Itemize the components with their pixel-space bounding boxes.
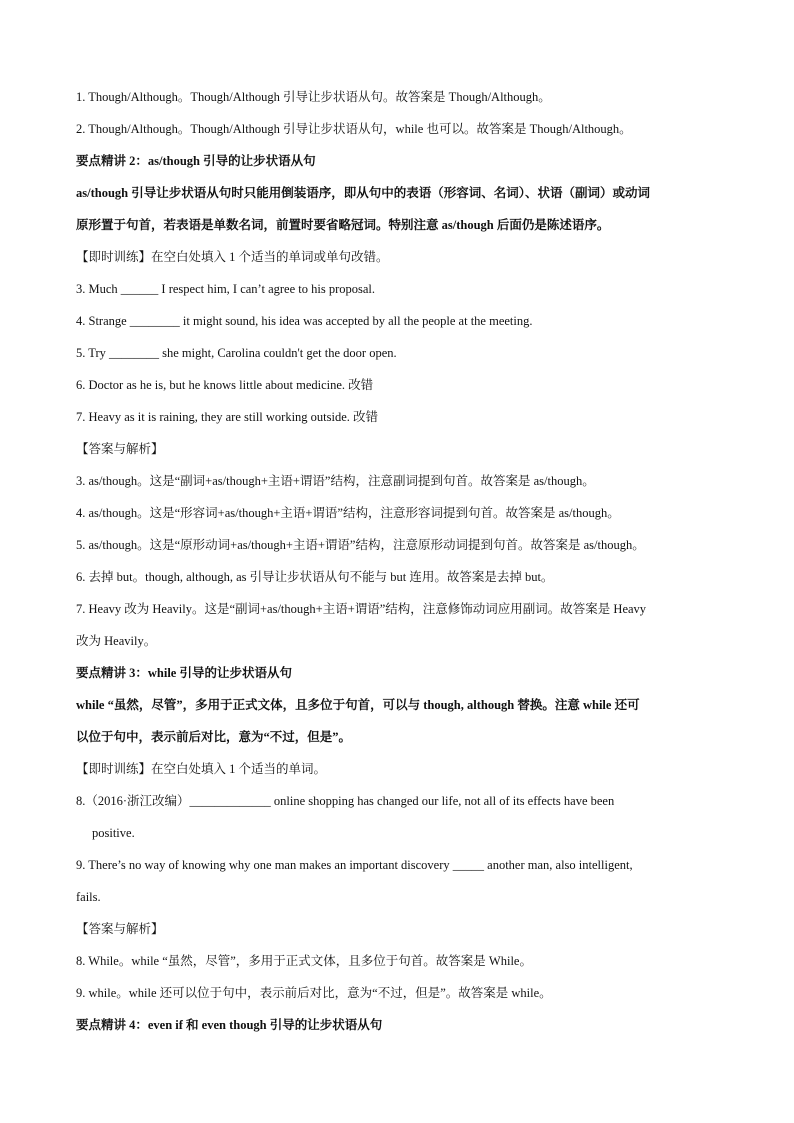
answer-header-3: 【答案与解析】 <box>76 922 164 936</box>
question-9-cont: fails. <box>76 890 101 904</box>
section-heading-3: 要点精讲 3：while 引导的让步状语从句 <box>76 666 292 680</box>
question-9: 9. There’s no way of knowing why one man makes an important discovery _____ another man, also intelligent, <box>76 858 633 872</box>
section-heading-2: 要点精讲 2：as/though 引导的让步状语从句 <box>76 154 316 168</box>
answer-4: 4. as/though。这是“形容词+as/though+主语+谓语”结构，注意形容词提到句首。故答案是 as/though。 <box>76 506 620 520</box>
answer-7: 7. Heavy 改为 Heavily。这是“副词+as/though+主语+谓语”结构，注意修饰动词应用副词。故答案是 Heavy <box>76 602 647 616</box>
question-5: 5. Try ________ she might, Carolina couldn't get the door open. <box>76 346 397 360</box>
rule-text-2b: 原形置于句首，若表语是单数名词，前置时要省略冠词。特别注意 as/though 后面仍是陈述语序。 <box>76 218 610 232</box>
question-7: 7. Heavy as it is raining, they are still working outside. 改错 <box>76 410 379 424</box>
answer-header-2: 【答案与解析】 <box>76 442 164 456</box>
practice-header-2: 【即时训练】在空白处填入 1 个适当的单词或单句改错。 <box>76 250 389 264</box>
answer-6: 6. 去掉 but。though, although, as 引导让步状语从句不能与 but 连用。故答案是去掉 but。 <box>76 570 554 584</box>
answer-9: 9. while。while 还可以位于句中，表示前后对比，意为“不过，但是”。故答案是 while。 <box>76 986 552 1000</box>
rule-text-3b: 以位于句中，表示前后对比，意为“不过，但是”。 <box>76 730 352 744</box>
answer-5: 5. as/though。这是“原形动词+as/though+主语+谓语”结构，注意原形动词提到句首。故答案是 as/though。 <box>76 538 645 552</box>
question-3: 3. Much ______ I respect him, I can’t agree to his proposal. <box>76 282 375 296</box>
rule-text-3a: while “虽然，尽管”，多用于正式文体，且多位于句首，可以与 though, although 替换。注意 while 还可 <box>76 698 640 712</box>
rule-text-2a: as/though 引导让步状语从句时只能用倒装语序，即从句中的表语（形容词、名词）、状语（副词）或动词 <box>76 186 650 200</box>
answer-1: 1. Though/Although。Though/Although 引导让步状语从句。故答案是 Though/Although。 <box>76 90 551 104</box>
answer-7-cont: 改为 Heavily。 <box>76 634 157 648</box>
answer-3: 3. as/though。这是“副词+as/though+主语+谓语”结构，注意副词提到句首。故答案是 as/though。 <box>76 474 595 488</box>
question-8-cont: positive. <box>92 826 135 840</box>
question-6: 6. Doctor as he is, but he knows little about medicine. 改错 <box>76 378 374 392</box>
answer-8: 8. While。while “虽然，尽管”，多用于正式文体，且多位于句首。故答案是 While。 <box>76 954 532 968</box>
question-4: 4. Strange ________ it might sound, his idea was accepted by all the people at the meeting. <box>76 314 533 328</box>
practice-header-3: 【即时训练】在空白处填入 1 个适当的单词。 <box>76 762 327 776</box>
question-8: 8.（2016·浙江改编）_____________ online shopping has changed our life, not all of its effects have been <box>76 794 615 808</box>
section-heading-4: 要点精讲 4：even if 和 even though 引导的让步状语从句 <box>76 1018 383 1032</box>
answer-2: 2. Though/Although。Though/Although 引导让步状语从句，while 也可以。故答案是 Though/Although。 <box>76 122 632 136</box>
